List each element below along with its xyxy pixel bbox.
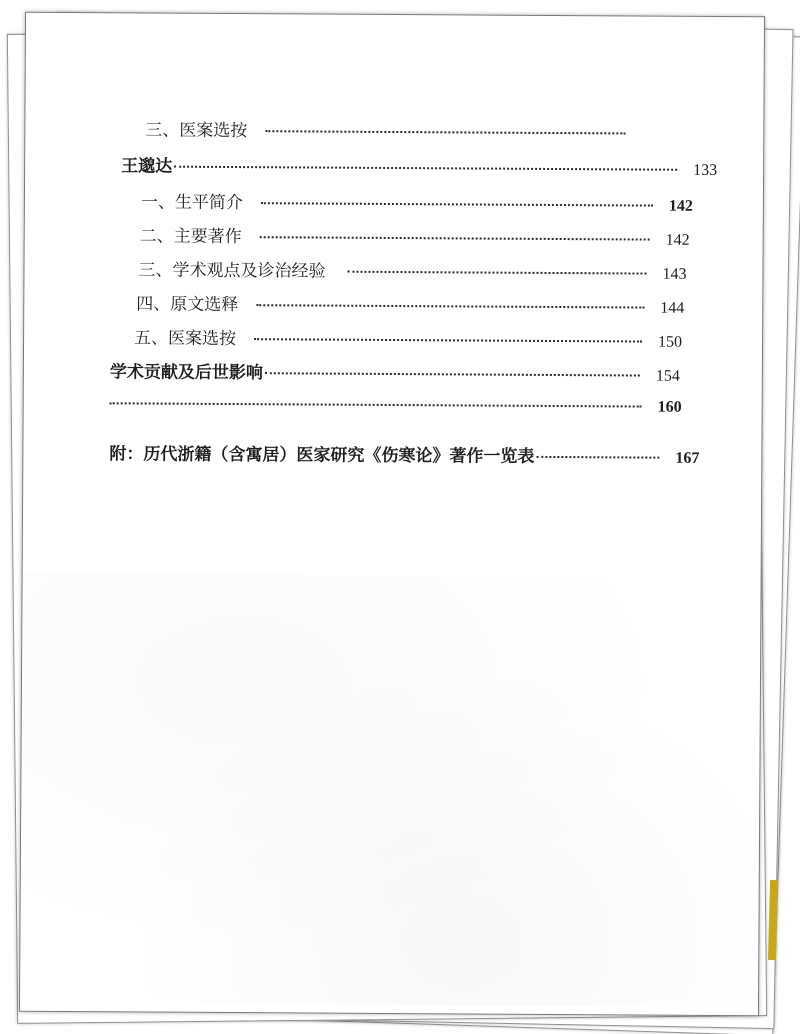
toc-entry-title: 附：历代浙籍（含寓居）医家研究《伤寒论》著作一览表 xyxy=(109,444,535,467)
toc-entry[interactable] xyxy=(121,155,717,182)
toc-entry-page: 142 xyxy=(668,197,693,215)
dot-leader xyxy=(110,402,642,407)
toc-entry[interactable] xyxy=(145,119,665,144)
toc-entry[interactable] xyxy=(136,293,684,319)
toc-entry-page: 167 xyxy=(675,449,700,467)
toc-entry-page: 160 xyxy=(657,398,682,416)
toc-entry-page: 144 xyxy=(660,299,685,317)
contents-page xyxy=(19,12,765,1017)
toc-entry[interactable] xyxy=(140,225,690,251)
dot-leader xyxy=(536,456,659,459)
toc-entry-page: 142 xyxy=(665,231,690,249)
book-cover-edge xyxy=(768,880,778,960)
toc-entry[interactable] xyxy=(109,443,699,470)
toc-entry-title: 三、学术观点及诊治经验 xyxy=(138,260,326,282)
toc-entry-title: 王邈达 xyxy=(121,156,173,177)
toc-entry-title: 学术贡献及后世影响 xyxy=(109,362,263,384)
dot-leader xyxy=(347,271,646,275)
dot-leader xyxy=(265,130,625,134)
toc-entry-page: 133 xyxy=(693,161,718,179)
dot-leader xyxy=(174,166,677,171)
bleed-through-shading xyxy=(20,573,761,1008)
toc-entry-title: 四、原文选释 xyxy=(136,294,239,316)
toc-entry-title: 一、生平简介 xyxy=(140,192,243,214)
toc-entry-title: 五、医案选按 xyxy=(134,328,237,350)
toc-entry-page: 154 xyxy=(655,367,680,385)
toc-entry-page: 150 xyxy=(658,333,683,351)
toc-entry-title: 二、主要著作 xyxy=(139,226,242,248)
toc-entry[interactable] xyxy=(110,393,682,418)
toc-entry-title: 三、医案选按 xyxy=(145,120,248,142)
table-of-contents xyxy=(23,13,764,537)
toc-entry[interactable] xyxy=(138,259,686,285)
dot-leader xyxy=(261,202,653,206)
toc-entry[interactable] xyxy=(134,327,682,353)
toc-entry[interactable] xyxy=(110,361,680,387)
dot-leader xyxy=(260,236,650,240)
dot-leader xyxy=(254,338,642,342)
toc-entry-page: 143 xyxy=(662,265,687,283)
dot-leader xyxy=(256,304,644,308)
dot-leader xyxy=(265,372,640,376)
toc-entry[interactable] xyxy=(141,191,693,217)
